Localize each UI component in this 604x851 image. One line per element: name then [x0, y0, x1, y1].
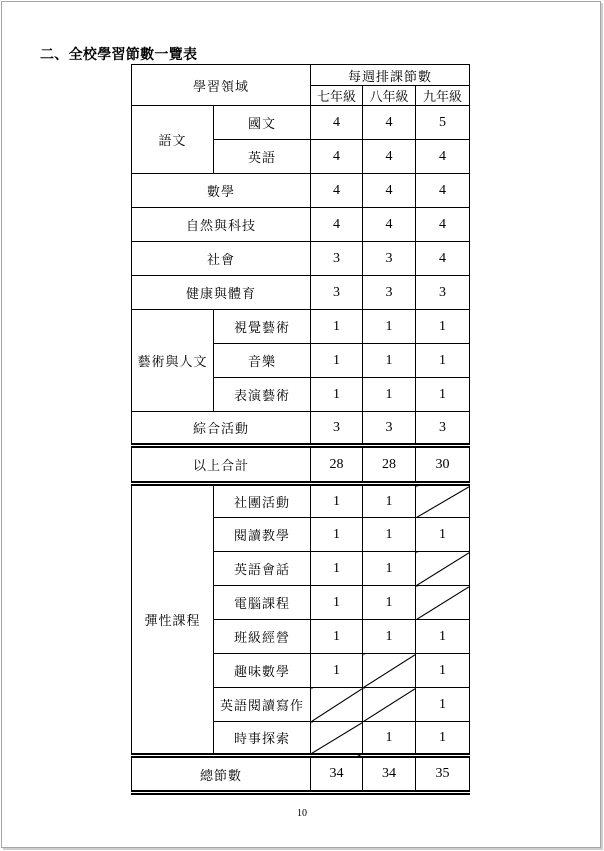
area-language: 語文 [132, 106, 214, 174]
hours-grade-7 [311, 688, 363, 722]
hours-grade-8: 1 [363, 552, 416, 586]
hours-grade-9: 1 [416, 722, 470, 756]
table-row [132, 412, 470, 446]
subject-name: 班級經營 [214, 620, 311, 654]
hours-grade-7: 3 [311, 276, 363, 310]
hours-grade-8 [363, 688, 416, 722]
area-arts-humanities: 藝術與人文 [132, 310, 214, 412]
area-health-pe: 健康與體育 [132, 276, 311, 310]
area-flexible-courses: 彈性課程 [132, 484, 214, 756]
hours-grade-9: 1 [416, 518, 470, 552]
hours-grade-9: 4 [416, 242, 470, 276]
subject-name: 電腦課程 [214, 586, 311, 620]
hours-grade-9 [416, 552, 470, 586]
subject-name: 趣味數學 [214, 654, 311, 688]
header-row [132, 65, 470, 86]
hours-grade-8: 4 [363, 174, 416, 208]
area-math: 數學 [132, 174, 311, 208]
subtotal-grade-9: 30 [416, 446, 470, 484]
hours-grade-9: 5 [416, 106, 470, 140]
hours-grade-7: 4 [311, 140, 363, 174]
hours-grade-9: 3 [416, 412, 470, 446]
hours-grade-8: 1 [363, 344, 416, 378]
table-row [132, 106, 470, 140]
hours-grade-8: 3 [363, 242, 416, 276]
subject-name: 視覺藝術 [214, 310, 311, 344]
hours-grade-7: 1 [311, 484, 363, 518]
hours-grade-8: 1 [363, 722, 416, 756]
header-grade-7: 七年級 [311, 86, 363, 106]
hours-grade-9: 1 [416, 620, 470, 654]
hours-grade-7: 1 [311, 378, 363, 412]
header-weekly-periods: 每週排課節數 [311, 65, 470, 86]
hours-grade-8: 4 [363, 140, 416, 174]
subtotal-label: 以上合計 [132, 446, 311, 484]
subject-name: 表演藝術 [214, 378, 311, 412]
hours-grade-7: 1 [311, 586, 363, 620]
hours-grade-7: 1 [311, 310, 363, 344]
hours-grade-7: 1 [311, 620, 363, 654]
hours-grade-7: 1 [311, 552, 363, 586]
hours-grade-9 [416, 586, 470, 620]
table-row [132, 276, 470, 310]
hours-grade-7: 3 [311, 412, 363, 446]
course-hours-table [131, 64, 470, 795]
hours-grade-8: 1 [363, 586, 416, 620]
hours-grade-7: 4 [311, 106, 363, 140]
total-label: 總節數 [132, 756, 311, 793]
hours-grade-8: 3 [363, 412, 416, 446]
subject-name: 英語 [214, 140, 311, 174]
total-grade-7: 34 [311, 756, 363, 793]
subject-name: 英語會話 [214, 552, 311, 586]
hours-grade-7: 3 [311, 242, 363, 276]
subject-name: 時事探索 [214, 722, 311, 756]
hours-grade-8: 1 [363, 620, 416, 654]
hours-grade-9: 3 [416, 276, 470, 310]
table-row [132, 208, 470, 242]
header-learning-area: 學習領域 [132, 65, 311, 106]
total-grade-9: 35 [416, 756, 470, 793]
hours-grade-7: 1 [311, 518, 363, 552]
total-grade-8: 34 [363, 756, 416, 793]
hours-grade-7: 1 [311, 344, 363, 378]
hours-grade-8: 3 [363, 276, 416, 310]
hours-grade-9: 1 [416, 310, 470, 344]
hours-grade-8: 4 [363, 208, 416, 242]
hours-grade-8: 4 [363, 106, 416, 140]
table-row [132, 484, 470, 518]
total-row [132, 756, 470, 793]
subtotal-grade-7: 28 [311, 446, 363, 484]
hours-grade-8: 1 [363, 518, 416, 552]
hours-grade-7: 4 [311, 174, 363, 208]
hours-grade-9: 1 [416, 378, 470, 412]
hours-grade-7: 4 [311, 208, 363, 242]
hours-grade-8: 1 [363, 310, 416, 344]
hours-grade-9 [416, 484, 470, 518]
table-row [132, 242, 470, 276]
hours-grade-9: 1 [416, 654, 470, 688]
hours-grade-8: 1 [363, 484, 416, 518]
hours-grade-9: 4 [416, 208, 470, 242]
hours-grade-7 [311, 722, 363, 756]
subject-name: 音樂 [214, 344, 311, 378]
table-row [132, 310, 470, 344]
subject-name: 國文 [214, 106, 311, 140]
subject-name: 英語閱讀寫作 [214, 688, 311, 722]
subject-name: 社團活動 [214, 484, 311, 518]
hours-grade-9: 4 [416, 140, 470, 174]
area-integrative-activities: 綜合活動 [132, 412, 311, 446]
header-grade-9: 九年級 [416, 86, 470, 106]
header-grade-8: 八年級 [363, 86, 416, 106]
hours-grade-9: 1 [416, 344, 470, 378]
area-science-technology: 自然與科技 [132, 208, 311, 242]
subtotal-grade-8: 28 [363, 446, 416, 484]
table-row [132, 174, 470, 208]
area-social-studies: 社會 [132, 242, 311, 276]
hours-grade-9: 4 [416, 174, 470, 208]
hours-grade-7: 1 [311, 654, 363, 688]
section-heading: 二、全校學習節數一覽表 [40, 47, 198, 63]
hours-grade-9: 1 [416, 688, 470, 722]
subtotal-row [132, 446, 470, 484]
subject-name: 閱讀教學 [214, 518, 311, 552]
page-number: 10 [297, 808, 307, 819]
hours-grade-8 [363, 654, 416, 688]
hours-grade-8: 1 [363, 378, 416, 412]
